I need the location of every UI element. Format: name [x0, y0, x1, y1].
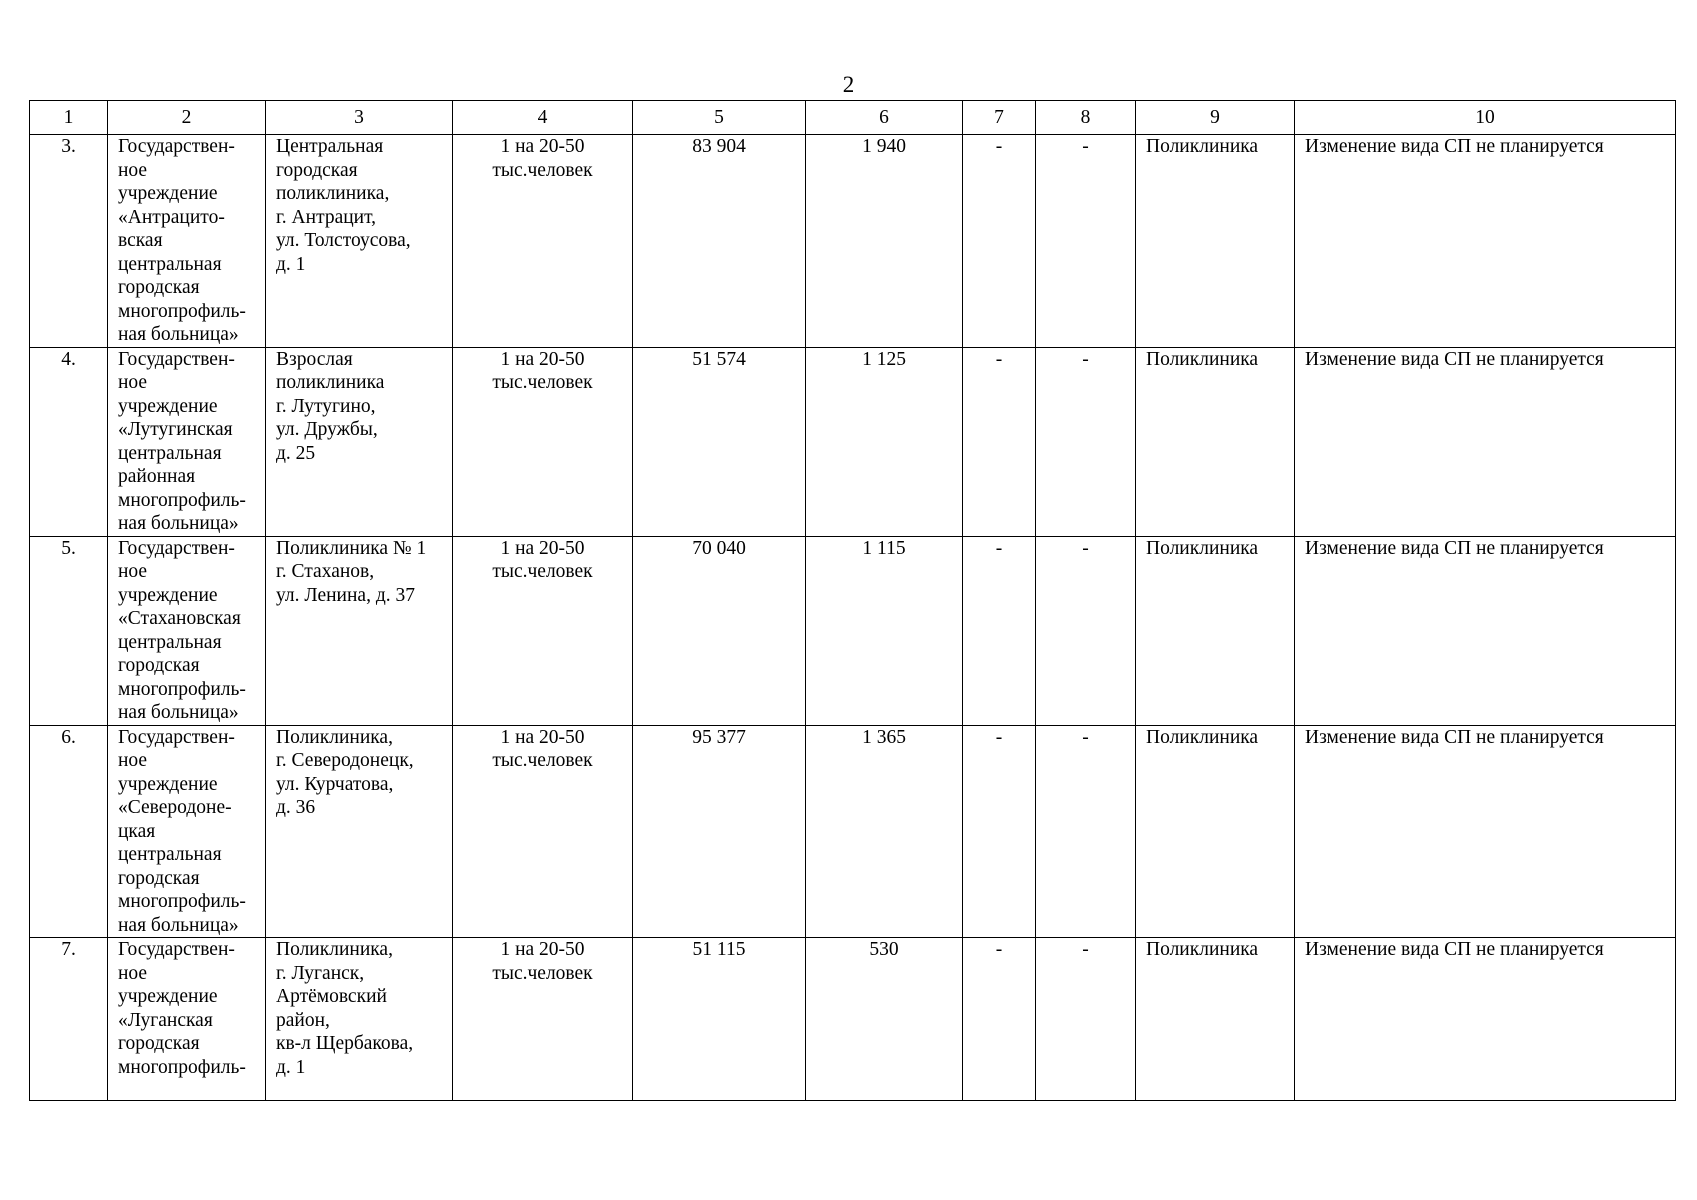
col5-value: 70 040 — [633, 536, 806, 725]
page-number: 2 — [842, 72, 855, 97]
institution-name: Государствен- ное учреждение «Стахановская центральная городская многопрофиль- ная больница» — [108, 536, 266, 725]
row-number: 6. — [30, 725, 108, 938]
change-note: Изменение вида СП не планируется — [1295, 347, 1676, 536]
column-header: 7 — [963, 101, 1036, 135]
change-note: Изменение вида СП не планируется — [1295, 536, 1676, 725]
column-header: 5 — [633, 101, 806, 135]
unit-address: Центральная городская поликлиника, г. Антрацит, ул. Толстоусова, д. 1 — [266, 135, 453, 348]
institution-name: Государствен- ное учреждение «Антрацито- вская центральная городская многопрофиль- ная больница» — [108, 135, 266, 348]
norm-value: 1 на 20-50 тыс.человек — [453, 536, 633, 725]
column-header: 4 — [453, 101, 633, 135]
col6-value: 1 940 — [806, 135, 963, 348]
institution-name: Государствен- ное учреждение «Лутугинская центральная районная многопрофиль- ная больница» — [108, 347, 266, 536]
col7-value: - — [963, 938, 1036, 1101]
table-row — [30, 938, 1676, 1101]
unit-address: Взрослая поликлиника г. Лутугино, ул. Дружбы, д. 25 — [266, 347, 453, 536]
column-header: 9 — [1136, 101, 1295, 135]
row-number: 5. — [30, 536, 108, 725]
change-note: Изменение вида СП не планируется — [1295, 725, 1676, 938]
row-number: 4. — [30, 347, 108, 536]
col5-value: 51 115 — [633, 938, 806, 1101]
table-row — [30, 725, 1676, 938]
column-header: 10 — [1295, 101, 1676, 135]
column-header: 3 — [266, 101, 453, 135]
col8-value: - — [1036, 938, 1136, 1101]
unit-type: Поликлиника — [1136, 536, 1295, 725]
col7-value: - — [963, 347, 1036, 536]
col8-value: - — [1036, 725, 1136, 938]
row-number: 7. — [30, 938, 108, 1101]
col6-value: 530 — [806, 938, 963, 1101]
facilities-table — [29, 100, 1676, 1101]
table-row — [30, 536, 1676, 725]
unit-type: Поликлиника — [1136, 938, 1295, 1101]
unit-address: Поликлиника № 1 г. Стаханов, ул. Ленина, д. 37 — [266, 536, 453, 725]
unit-address: Поликлиника, г. Северодонецк, ул. Курчатова, д. 36 — [266, 725, 453, 938]
col5-value: 51 574 — [633, 347, 806, 536]
col5-value: 95 377 — [633, 725, 806, 938]
col6-value: 1 365 — [806, 725, 963, 938]
norm-value: 1 на 20-50 тыс.человек — [453, 725, 633, 938]
table-row — [30, 135, 1676, 348]
column-header: 8 — [1036, 101, 1136, 135]
col8-value: - — [1036, 347, 1136, 536]
unit-type: Поликлиника — [1136, 347, 1295, 536]
col7-value: - — [963, 135, 1036, 348]
change-note: Изменение вида СП не планируется — [1295, 135, 1676, 348]
norm-value: 1 на 20-50 тыс.человек — [453, 938, 633, 1101]
unit-type: Поликлиника — [1136, 725, 1295, 938]
unit-type: Поликлиника — [1136, 135, 1295, 348]
table-header-row — [30, 101, 1676, 135]
col5-value: 83 904 — [633, 135, 806, 348]
norm-value: 1 на 20-50 тыс.человек — [453, 347, 633, 536]
norm-value: 1 на 20-50 тыс.человек — [453, 135, 633, 348]
col8-value: - — [1036, 536, 1136, 725]
institution-name: Государствен- ное учреждение «Луганская городская многопрофиль- — [108, 938, 266, 1101]
col6-value: 1 115 — [806, 536, 963, 725]
table-row — [30, 347, 1676, 536]
column-header: 1 — [30, 101, 108, 135]
col6-value: 1 125 — [806, 347, 963, 536]
institution-name: Государствен- ное учреждение «Северодоне- цкая центральная городская многопрофиль- ная больница» — [108, 725, 266, 938]
column-header: 6 — [806, 101, 963, 135]
change-note: Изменение вида СП не планируется — [1295, 938, 1676, 1101]
col7-value: - — [963, 536, 1036, 725]
col8-value: - — [1036, 135, 1136, 348]
col7-value: - — [963, 725, 1036, 938]
row-number: 3. — [30, 135, 108, 348]
column-header: 2 — [108, 101, 266, 135]
unit-address: Поликлиника, г. Луганск, Артёмовский район, кв-л Щербакова, д. 1 — [266, 938, 453, 1101]
